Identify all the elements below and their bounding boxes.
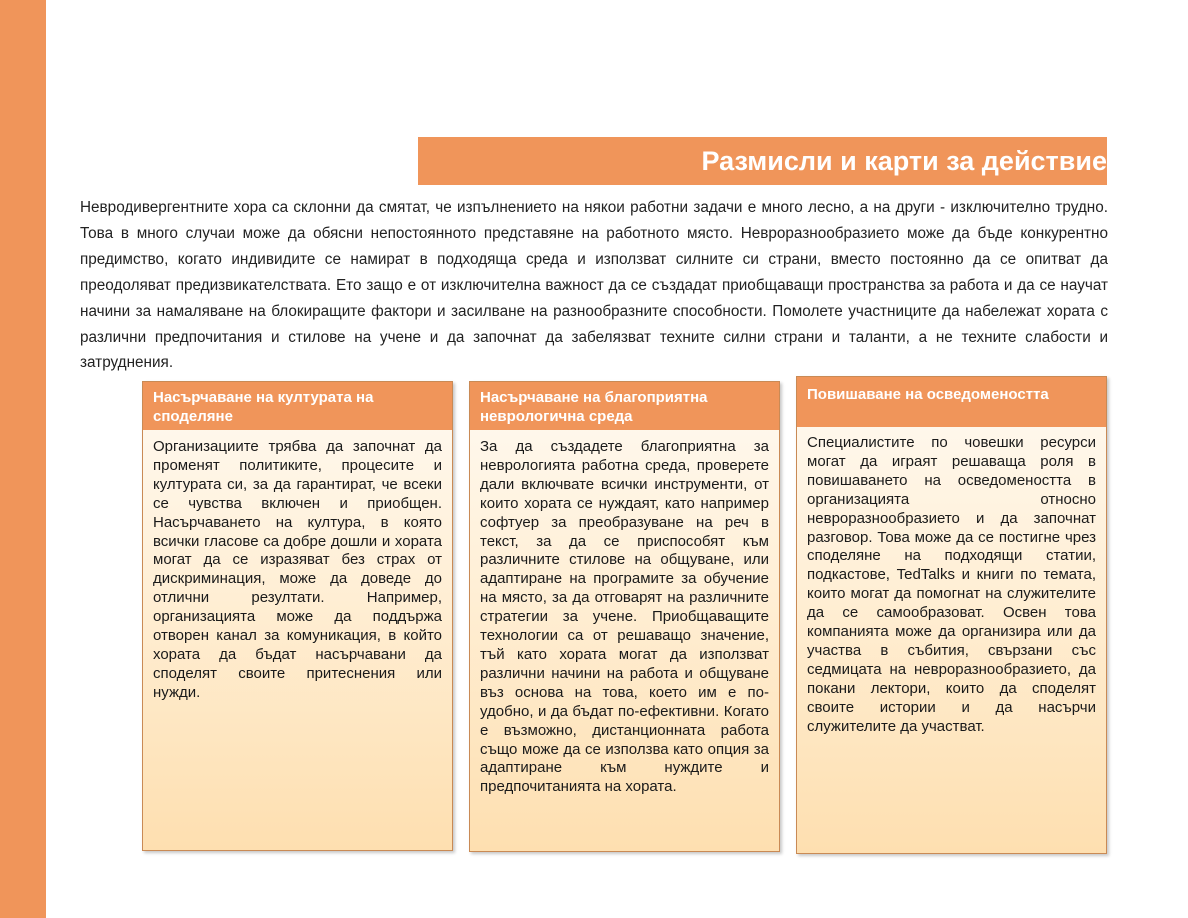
intro-paragraph: Невродивергентните хора са склонни да смятат, че изпълнението на някои работни задачи е много лесно, а на други - изключително трудно. Това в много случаи може да обясни непостоянното представяне на работното място. Невроразнообразието може да бъде конкурентно предимство, когато индивидите се намират в подходяща среда и използват силните си страни, вместо постоянно да се опитват да преодоляват предизвикателствата. Ето защо е от изключителна важност да се създадат приобщаващи пространства за работа и да се научат начини за намаляване на блокиращите фактори и засилване на разнообразните способности. Помолете участниците да набележат хората с различни предпочитания и стилове на учене и да започнат да забелязват техните силни страни и таланти, а не техните слабости и затруднения.	[80, 199, 1108, 372]
card-heading: Повишаване на осведомеността	[797, 377, 1106, 427]
page-title: Размисли и карти за действие	[701, 145, 1107, 176]
card-raising-awareness	[796, 376, 1107, 854]
card-heading: Насърчаване на културата на споделяне	[143, 382, 452, 430]
left-accent-bar	[0, 0, 46, 918]
card-body: Организациите трябва да започнат да променят политиките, процесите и културата си, за да гарантират, че всеки се чувства включен и приобщен. Насърчаването на култура, в която всички гласове са добре дошли и хората могат да се изразяват без страх от дискриминация, може да доведе до отлични резултати. Например, организацията може да поддържа отворен канал за комуникация, в който хората да бъдат насърчавани да споделят своите притеснения или нужди.	[153, 438, 442, 701]
card-body: Специалистите по човешки ресурси могат да играят решаваща роля в повишаването на осведомеността в организацията относно невроразнообразието и да започнат разговор. Това може да се постигне чрез споделяне на подходящи статии, подкастове, TedTalks и книги по темата, които могат да помогнат на служителите да се самообразоват. Освен това компанията може да организира или да участва в събития, свързани със седмицата на невроразнообразието, да покани лектори, които да споделят своите истории и да насърчи служителите да участват.	[807, 434, 1096, 735]
card-neuro-friendly-environment	[469, 381, 780, 852]
card-heading: Насърчаване на благоприятна неврологична среда	[470, 382, 779, 430]
card-sharing-culture	[142, 381, 453, 851]
card-body: За да създадете благоприятна за неврологията работна среда, проверете дали включвате всички инструменти, от които хората се нуждаят, като например софтуер за преобразуване на реч в текст, за да се приспособят към различните стилове на общуване, или адаптиране на програмите за обучение на място, за да отговарят на различните стратегии за учене. Приобщаващите технологии са от решаващо значение, тъй като хората могат да използват различни начини на работа и общуване въз основа на това, което им е по-удобно, и да бъдат по-ефективни. Когато е възможно, дистанционната работа също може да се използва като опция за адаптиране към нуждите и предпочитанията на хората.	[480, 438, 769, 796]
title-banner	[418, 137, 1107, 185]
